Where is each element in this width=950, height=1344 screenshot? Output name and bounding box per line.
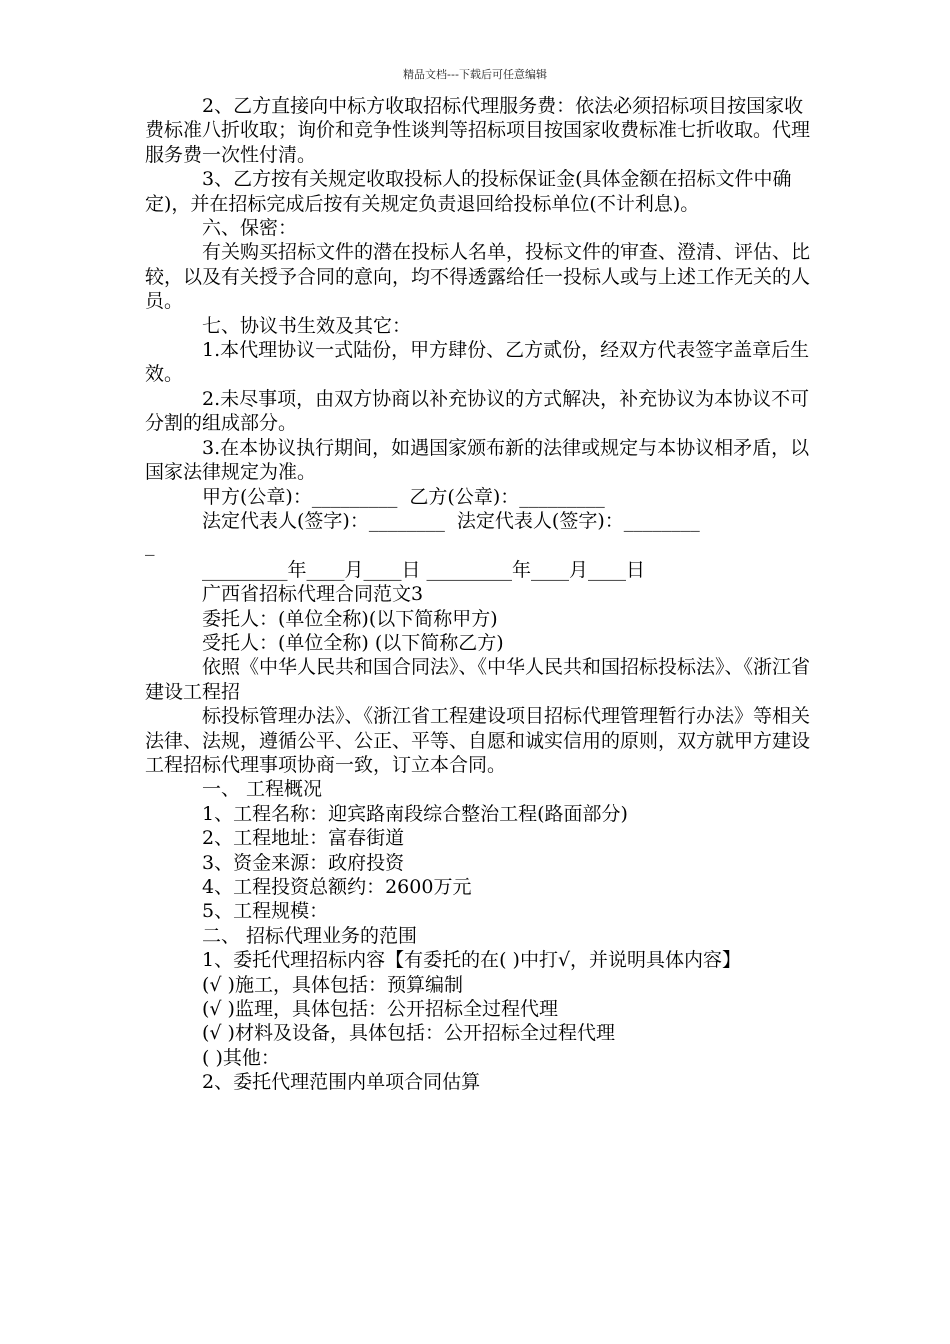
clause-1-item-3: 3、资金来源：政府投资 [202,851,405,874]
signature-representative-line: 法定代表人(签字)：________ 法定代表人(签字)：________ [202,509,700,532]
section-7-title: 七、协议书生效及其它： [202,314,412,337]
page-header: 精品文档---下载后可任意编辑 [403,68,547,81]
paragraph-deposit: 3、乙方按有关规定收取投标人的投标保证金(具体金额在招标文件中确定)，并在招标完成后按有关规定负责退回给投标单位(不计利息)。 [145,168,792,215]
clause-1-item-2: 2、工程地址：富春街道 [202,827,405,850]
section-6-title: 六、保密： [202,217,298,240]
clause-2-option-materials: (√ )材料及设备，具体包括：公开招标全过程代理 [202,1022,615,1045]
section-7-item-1: 1.本代理协议一式陆份，甲方肆份、乙方贰份，经双方代表签字盖章后生效。 [145,339,810,386]
clause-2-title: 二、 招标代理业务的范围 [202,924,418,947]
signature-line-tail: _ [145,534,155,557]
clause-1-title: 一、 工程概况 [202,778,323,801]
basis-paragraph-a: 依照《中华人民共和国合同法》、《中华人民共和国招标投标法》、《浙江省建设工程招 [145,656,811,703]
clause-2-option-other: ( )其他： [202,1046,280,1069]
agent-line: 受托人：(单位全称) (以下简称乙方) [202,631,504,654]
basis-paragraph-b: 标投标管理办法》、《浙江省工程建设项目招标代理管理暂行办法》等相关法律、法规，遵循公平、公正、平等、自愿和诚实信用的原则，双方就甲方建设工程招标代理事项协商一致，订立本合同。 [145,705,811,776]
signature-date-line: _________年____月____日 _________年____月____日 [202,558,646,581]
document-body [145,94,815,1095]
clause-2-option-construction: (√ )施工，具体包括：预算编制 [202,973,463,996]
paragraph-fee: 2、乙方直接向中标方收取招标代理服务费：依法必须招标项目按国家收费标准八折收取；询价和竞争性谈判等招标项目按国家收费标准七折收取。代理服务费一次性付清。 [145,95,811,166]
section-6-text: 有关购买招标文件的潜在投标人名单，投标文件的审查、澄清、评估、比较，以及有关授予合同的意向，均不得透露给任一投标人或与上述工作无关的人员。 [145,241,811,313]
section-7-item-3: 3.在本协议执行期间，如遇国家颁布新的法律或规定与本协议相矛盾，以国家法律规定为准。 [145,436,810,484]
clause-2-option-supervision: (√ )监理，具体包括：公开招标全过程代理 [202,998,558,1021]
clause-2-item-2: 2、委托代理范围内单项合同估算 [202,1071,481,1094]
clause-1-item-4: 4、工程投资总额约：2600万元 [202,876,472,898]
section-7-item-2: 2.未尽事项，由双方协商以补充协议的方式解决，补充协议为本协议不可分割的组成部分。 [145,387,810,435]
contract-title: 广西省招标代理合同范文3 [202,583,424,606]
clause-1-item-1: 1、工程名称：迎宾路南段综合整治工程(路面部分) [202,802,628,825]
clause-2-item-1: 1、委托代理招标内容【有委托的在( )中打√，并说明具体内容】 [202,949,742,972]
signature-seal-line: 甲方(公章)：_________ 乙方(公章)：_________ [202,485,605,508]
clause-1-item-5: 5、工程规模： [202,900,329,923]
client-line: 委托人：(单位全称)(以下简称甲方) [202,607,498,630]
